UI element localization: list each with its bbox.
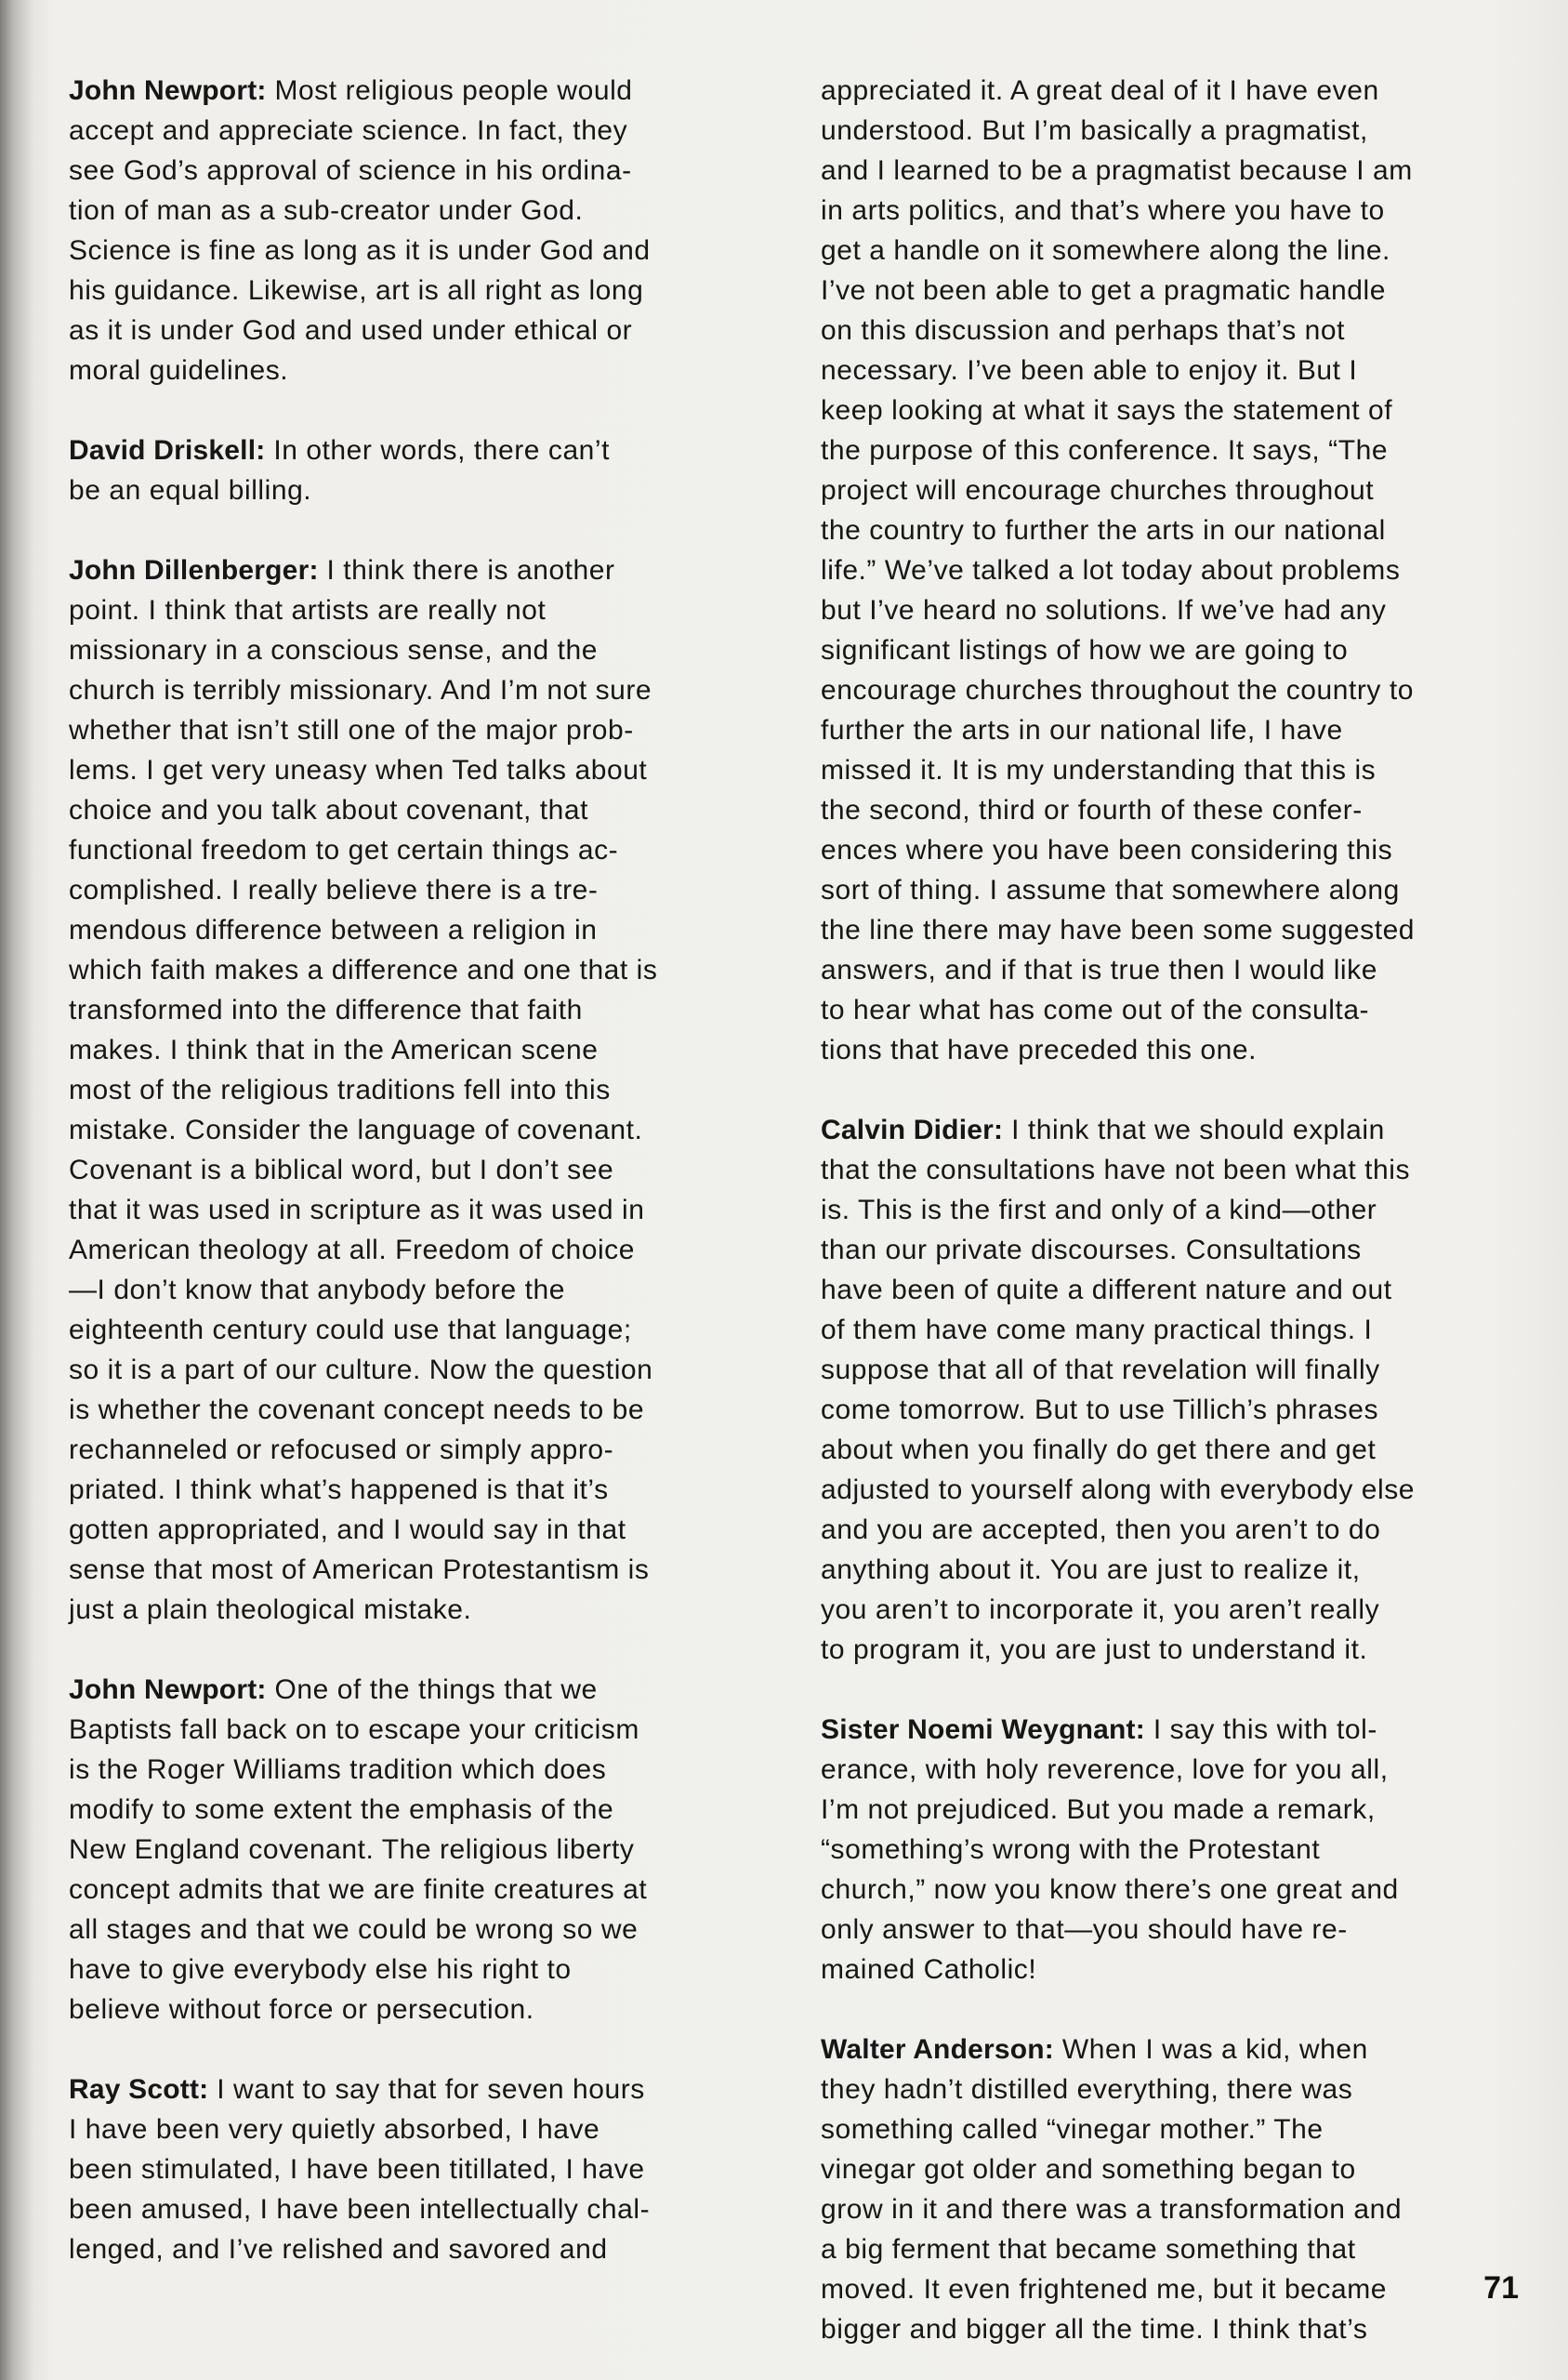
speaker-name: Sister Noemi Weygnant: (821, 1714, 1145, 1745)
speaker-name: David Driskell: (69, 435, 266, 466)
page-number: 71 (1483, 2270, 1519, 2306)
paragraph-text: I say this with tol- erance, with holy reverence, love for you all, I’m not prejudiced. But you made a remark, “something’s wrong with the Protestant church,” now you know there’s one great and only answer to that—you should have re- mained Catholic! (821, 1714, 1399, 1985)
speaker-paragraph (69, 2069, 775, 2269)
left-column (69, 71, 775, 2269)
speaker-name: John Newport: (69, 75, 267, 106)
speaker-paragraph (69, 430, 775, 510)
paragraph-text: Most religious people would accept and appreciate science. In fact, they see God’s approval of science in his ordina- tion of man as a sub-creator under God. Science is fine as long as it is under God and his guidance. Likewise, art is all right as long as it is under God and used under ethical or moral guidelines. (69, 75, 651, 386)
continued-paragraph (821, 71, 1527, 1070)
paragraph-text: appreciated it. A great deal of it I have even understood. But I’m basically a pragmatist, and I learned to be a pragmatist because I am in arts politics, and that’s where you have to get a handle on it somewhere along the line. I’ve not been able to get a pragmatic handle on this discussion and perhaps that’s not necessary. I’ve been able to enjoy it. But I keep looking at what it says the statement of the purpose of this conference. It says, “The project will encourage churches throughout the country to further the arts in our national life.” We’ve talked a lot today about problems but I’ve heard no solutions. If we’ve had any significant listings of how we are going to encourage churches throughout the country to further the arts in our national life, I have missed it. It is my understanding that this is the second, third or fourth of these confer- ences where you have been considering this sort of thing. I assume that somewhere along the line there may have been some suggested answers, and if that is true then I would like to hear what has come out of the consulta- tions that have preceded this one. (821, 75, 1416, 1065)
speaker-paragraph (821, 1710, 1527, 1990)
paragraph-text: I want to say that for seven hours I have been very quietly absorbed, I have been stimulated, I have been titillated, I have been amused, I have been intellectually chal- lenged, and I’ve relished and savored and (69, 2074, 651, 2265)
paragraph-text: I think there is another point. I think that artists are really not missionary in a conscious sense, and the church is terribly missionary. And I’m not sure whether that isn’t still one of the major prob- lems. I get very uneasy when Ted talks about choice and you talk about covenant, that functional freedom to get certain things ac- complished. I really believe there is a tre- mendous difference between a religion in which faith makes a difference and one that is transformed into the difference that faith makes. I think that in the American scene most of the religious traditions fell into this mistake. Consider the language of covenant. Covenant is a biblical word, but I don’t see that it was used in scripture as it was used in American theology at all. Freedom of choice —I don’t know that anybody before the eighteenth century could use that language; so it is a part of our culture. Now the question is whether the covenant concept needs to be rechanneled or refocused or simply appro- priated. I think what’s happened is that it’s gotten appropriated, and I would say in that sense that most of American Protestantism is just a plain theological mistake. (69, 555, 658, 1625)
paragraph-text: When I was a kid, when they hadn’t distilled everything, there was something called “vinegar mother.” The vinegar got older and something began to grow in it and there was a transformation and a big ferment that became something that moved. It even frightened me, but it became bigger and bigger all the time. I think that’s (821, 2034, 1403, 2345)
speaker-paragraph (821, 1110, 1527, 1670)
paragraph-text: In other words, there can’t be an equal billing. (69, 435, 611, 506)
speaker-paragraph (69, 71, 775, 390)
speaker-paragraph (821, 2030, 1527, 2349)
speaker-name: John Newport: (69, 1674, 267, 1705)
speaker-name: Calvin Didier: (821, 1115, 1004, 1145)
speaker-paragraph (69, 1670, 775, 2030)
right-column (821, 71, 1527, 2349)
speaker-name: John Dillenberger: (69, 555, 319, 586)
speaker-name: Ray Scott: (69, 2074, 209, 2105)
speaker-paragraph (69, 550, 775, 1630)
speaker-name: Walter Anderson: (821, 2034, 1054, 2065)
paragraph-text: One of the things that we Baptists fall back on to escape your criticism is the Roger Williams tradition which does modify to some extent the emphasis of the New England covenant. The religious liberty concept admits that we are finite creatures at all stages and that we could be wrong so we have to give everybody else his right to believe without force or persecution. (69, 1674, 648, 2025)
paragraph-text: I think that we should explain that the consultations have not been what this is. This is the first and only of a kind—other than our private discourses. Consultations have been of quite a different nature and out of them have come many practical things. I suppose that all of that revelation will finally come tomorrow. But to use Tillich’s phrases about when you finally do get there and get adjusted to yourself along with everybody else and you are accepted, then you aren’t to do anything about it. You are just to realize it, you aren’t to incorporate it, you aren’t really to program it, you are just to understand it. (821, 1115, 1415, 1665)
